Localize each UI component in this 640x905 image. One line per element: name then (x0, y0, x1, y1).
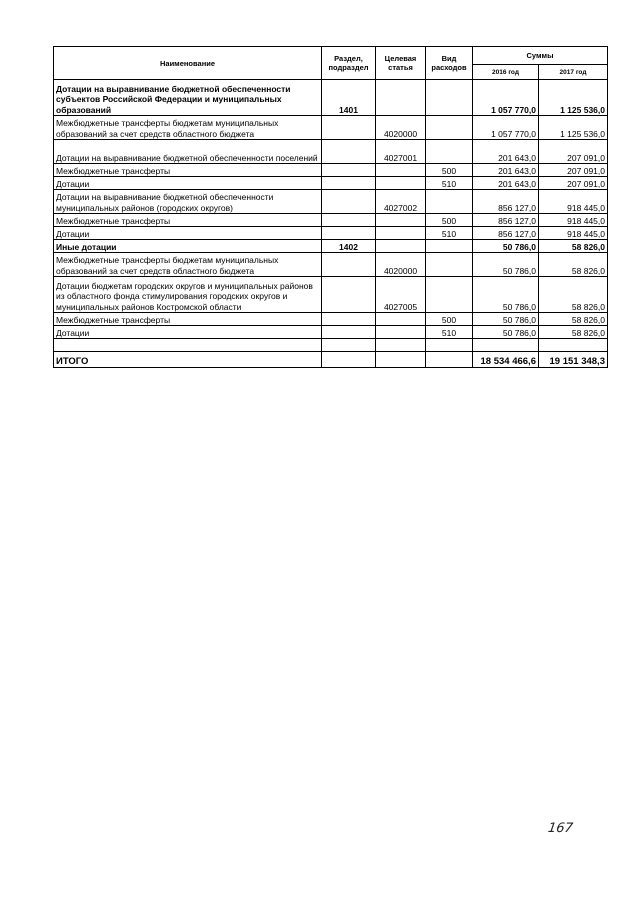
row-name: Дотации на выравнивание бюджетной обеспеченности поселений (54, 140, 322, 164)
row-expense-type (426, 240, 473, 253)
total-empty (376, 352, 426, 368)
row-target (376, 313, 426, 326)
row-section (322, 164, 376, 177)
total-sum-2017: 19 151 348,3 (539, 352, 608, 368)
table-row (54, 313, 608, 326)
row-name: Дотации (54, 227, 322, 240)
row-section (322, 227, 376, 240)
row-sum-2017: 58 826,0 (539, 313, 608, 326)
row-sum-2016: 856 127,0 (473, 227, 539, 240)
row-sum-2017: 1 125 536,0 (539, 116, 608, 140)
row-section (322, 277, 376, 313)
row-section (322, 313, 376, 326)
table-row (54, 164, 608, 177)
row-target (376, 326, 426, 339)
row-sum-2017: 918 445,0 (539, 190, 608, 214)
row-sum-2016: 50 786,0 (473, 313, 539, 326)
row-expense-type (426, 116, 473, 140)
header-section: Раздел, подраздел (322, 47, 376, 80)
row-name: Межбюджетные трансферты бюджетам муниципальных образований за счет средств областного бюджета (54, 116, 322, 140)
row-expense-type: 500 (426, 313, 473, 326)
table-row (54, 177, 608, 190)
row-sum-2016: 856 127,0 (473, 214, 539, 227)
row-sum-2017: 58 826,0 (539, 326, 608, 339)
row-sum-2017: 918 445,0 (539, 214, 608, 227)
row-name: Межбюджетные трансферты бюджетам муниципальных образований за счет средств областного бюджета (54, 253, 322, 277)
empty-cell (54, 339, 322, 352)
row-sum-2016: 50 786,0 (473, 277, 539, 313)
row-sum-2016: 50 786,0 (473, 253, 539, 277)
row-section (322, 140, 376, 164)
row-sum-2016: 1 057 770,0 (473, 80, 539, 116)
row-name: Иные дотации (54, 240, 322, 253)
row-name: Дотации (54, 177, 322, 190)
row-expense-type (426, 277, 473, 313)
row-sum-2016: 50 786,0 (473, 326, 539, 339)
row-sum-2017: 1 125 536,0 (539, 80, 608, 116)
total-row (54, 352, 608, 368)
row-name: Межбюджетные трансферты (54, 313, 322, 326)
table-row (54, 240, 608, 253)
row-sum-2016: 201 643,0 (473, 177, 539, 190)
empty-cell (322, 339, 376, 352)
row-section (322, 253, 376, 277)
row-target (376, 80, 426, 116)
row-target: 4027005 (376, 277, 426, 313)
row-sum-2016: 1 057 770,0 (473, 116, 539, 140)
row-target: 4020000 (376, 116, 426, 140)
row-section (322, 177, 376, 190)
total-empty (426, 352, 473, 368)
row-expense-type: 500 (426, 214, 473, 227)
row-target (376, 227, 426, 240)
row-target (376, 164, 426, 177)
empty-cell (426, 339, 473, 352)
table-row (54, 277, 608, 313)
row-expense-type (426, 80, 473, 116)
row-expense-type (426, 190, 473, 214)
row-target: 4027002 (376, 190, 426, 214)
row-expense-type: 500 (426, 164, 473, 177)
row-section (322, 116, 376, 140)
header-year-2016: 2016 год (473, 65, 539, 80)
header-target: Целевая статья (376, 47, 426, 80)
row-name: Межбюджетные трансферты (54, 214, 322, 227)
row-target (376, 214, 426, 227)
row-name: Дотации бюджетам городских округов и муниципальных районов из областного фонда стимулирования городских округов и муниципальных районов Костромской области (54, 277, 322, 313)
table-row (54, 214, 608, 227)
header-expense-type: Вид расходов (426, 47, 473, 80)
row-expense-type: 510 (426, 326, 473, 339)
row-section (322, 214, 376, 227)
row-target: 4020000 (376, 253, 426, 277)
empty-cell (376, 339, 426, 352)
row-expense-type (426, 140, 473, 164)
row-sum-2016: 201 643,0 (473, 164, 539, 177)
table-row (54, 253, 608, 277)
row-sum-2016: 201 643,0 (473, 140, 539, 164)
row-sum-2017: 918 445,0 (539, 227, 608, 240)
table-row (54, 227, 608, 240)
row-target: 4027001 (376, 140, 426, 164)
table-row (54, 190, 608, 214)
row-expense-type (426, 253, 473, 277)
empty-cell (539, 339, 608, 352)
row-sum-2017: 207 091,0 (539, 140, 608, 164)
row-sum-2016: 50 786,0 (473, 240, 539, 253)
row-sum-2016: 856 127,0 (473, 190, 539, 214)
row-name: Дотации на выравнивание бюджетной обеспеченности субъектов Российской Федерации и муниципальных образований (54, 80, 322, 116)
table-body (54, 80, 608, 368)
total-empty (322, 352, 376, 368)
row-target (376, 177, 426, 190)
table-row (54, 326, 608, 339)
row-section (322, 190, 376, 214)
row-name: Дотации (54, 326, 322, 339)
row-name: Дотации на выравнивание бюджетной обеспеченности муниципальных районов (городских округов) (54, 190, 322, 214)
row-sum-2017: 207 091,0 (539, 177, 608, 190)
total-label: ИТОГО (54, 352, 322, 368)
row-sum-2017: 58 826,0 (539, 253, 608, 277)
table-row (54, 140, 608, 164)
row-name: Межбюджетные трансферты (54, 164, 322, 177)
row-target (376, 240, 426, 253)
header-name: Наименование (54, 47, 322, 80)
row-sum-2017: 58 826,0 (539, 240, 608, 253)
row-sum-2017: 58 826,0 (539, 277, 608, 313)
header-sums: Суммы (473, 47, 608, 65)
page-number: 167 (546, 821, 574, 836)
row-section (322, 326, 376, 339)
empty-cell (473, 339, 539, 352)
row-section: 1401 (322, 80, 376, 116)
table-row (54, 116, 608, 140)
table-row (54, 80, 608, 116)
table-header (54, 47, 608, 80)
row-sum-2017: 207 091,0 (539, 164, 608, 177)
empty-row (54, 339, 608, 352)
row-section: 1402 (322, 240, 376, 253)
header-year-2017: 2017 год (539, 65, 608, 80)
row-expense-type: 510 (426, 227, 473, 240)
budget-table (53, 46, 608, 368)
row-expense-type: 510 (426, 177, 473, 190)
total-sum-2016: 18 534 466,6 (473, 352, 539, 368)
